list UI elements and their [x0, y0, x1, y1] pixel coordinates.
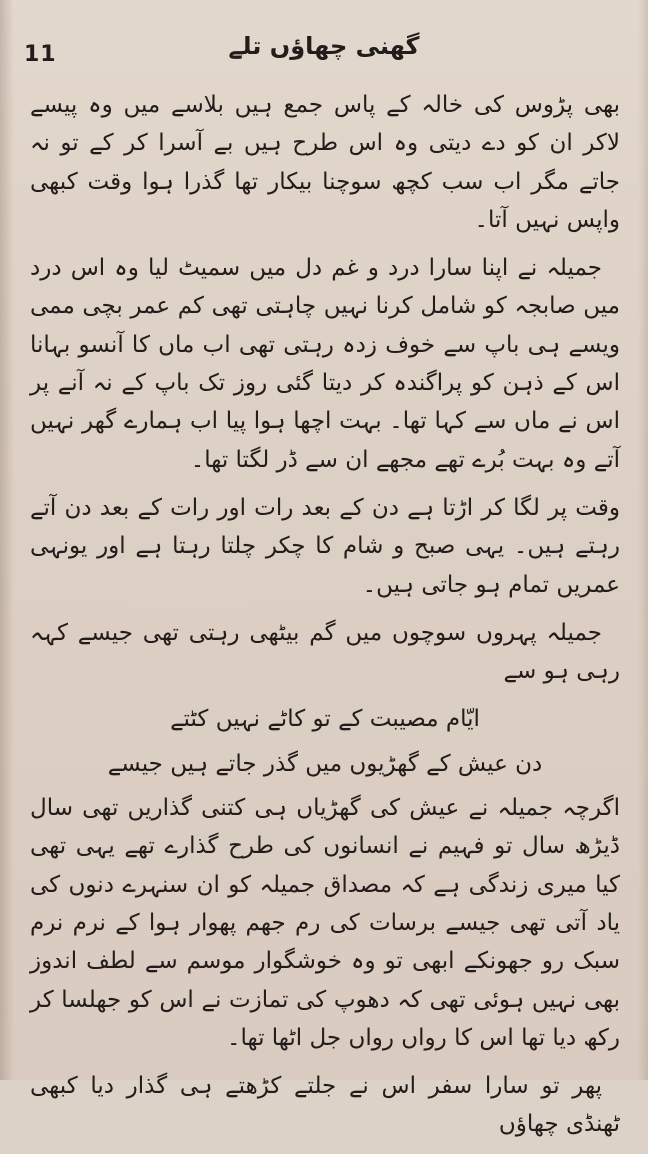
paragraph: وقت پر لگا کر اڑتا ہے دن کے بعد رات اور رات کے بعد دن آتے رہتے ہیں۔ یہی صبح و شام کا چکر چلتا رہتا ہے اور یونہی عمریں تمام ہو جاتی ہیں۔: [30, 494, 620, 598]
running-title: گھنی چھاؤں تلے: [228, 32, 420, 60]
verse-line: دن عیش کے گھڑیوں میں گذر جاتے ہیں جیسے: [107, 750, 543, 777]
paragraph: جمیلہ نے اپنا سارا درد و غم دل میں سمیٹ لیا وہ اس درد میں صابجہ کو شامل کرنا نہیں چاہتی تھی کم عمر بچی ممی ویسے ہی باپ سے خوف زدہ رہتی تھی اب ماں کا آنسو بہانا اس کے ذہن کو پراگندہ کر دیتا گئی روز تک باپ کے نہ آنے پر اس نے ماں سے کہا تھا۔ بہت اچھا ہوا پیا اب ہمارے گھر نہیں آتے وہ بہت بُرے تھے مجھے ان سے ڈر لگتا تھا۔: [30, 255, 620, 473]
paragraph: اگرچہ جمیلہ نے عیش کی گھڑیاں ہی کتنی گذاریں تھی سال ڈیڑھ سال تو فہیم نے انسانوں کی طرح گذارے تھے یہی تھی کیا میری زندگی ہے کہ مصداق جمیلہ کو ان سنہرے دنوں کی یاد آتی تھی جیسے برسات کی رم جھم پھوار ہوا کے نرم نرم سبک رو جھونکے ابھی تو وہ خوشگوار موسم سے لطف اندوز بھی نہیں ہوئی تھی کہ دھوپ کی تمازت نے اس کو جھلسا کر رکھ دیا تھا اس کا رواں رواں جل اٹھا تھا۔: [30, 795, 620, 1051]
page-number: 11: [24, 42, 57, 67]
verse-line: ایّام مصیبت کے تو کاٹے نہیں کٹتے: [170, 706, 480, 733]
page-body: [30, 86, 620, 1154]
paragraph: بھی پڑوس کی خالہ کے پاس جمع ہیں بلاسے میں وہ پیسے لاکر ان کو دے دیتی وہ اس طرح ہیں بے آسرا کر کے تو نہ جاتے مگر اب سب کچھ سوچنا بیکار تھا گذرا ہوا وقت کبھی واپس نہیں آتا۔: [30, 92, 620, 233]
paragraph: جمیلہ پہروں سوچوں میں گم بیٹھی رہتی تھی جیسے کہہ رہی ہو سے: [30, 619, 620, 685]
paragraph: پھر تو سارا سفر اس نے جلتے کڑھتے ہی گذار دیا کبھی ٹھنڈی چھاؤں: [30, 1073, 620, 1138]
